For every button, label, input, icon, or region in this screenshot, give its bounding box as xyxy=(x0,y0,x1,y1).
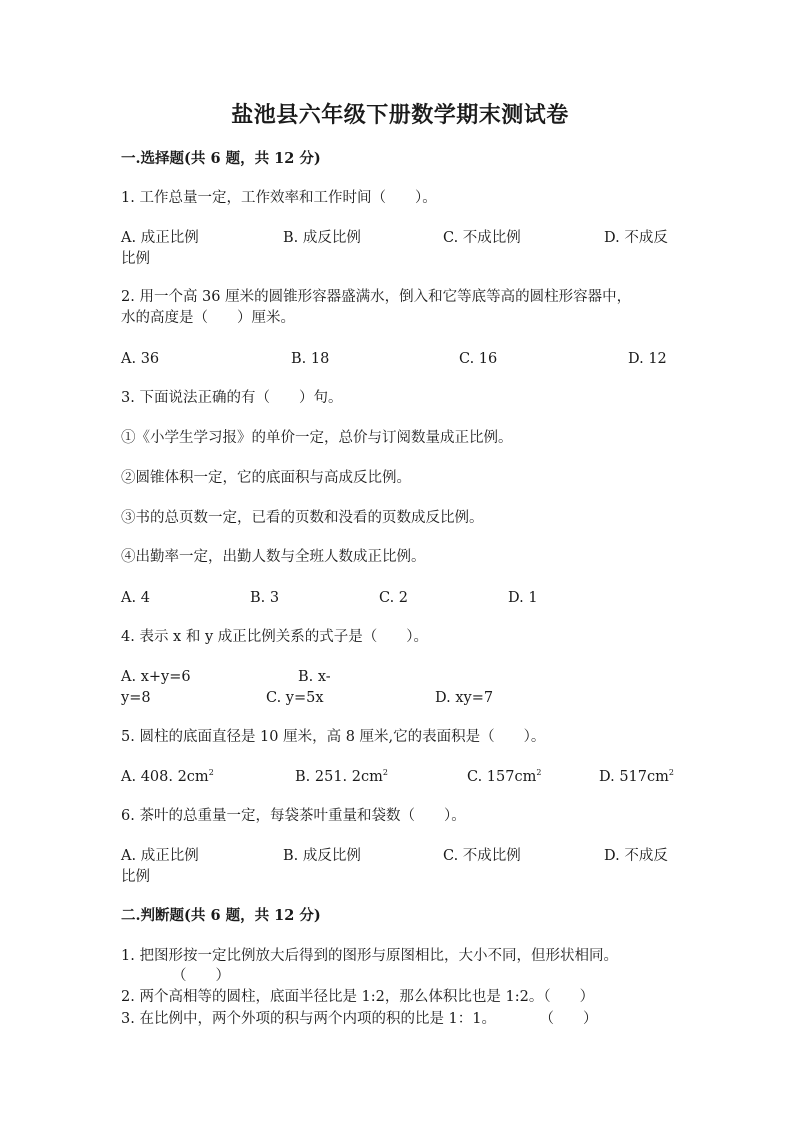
option-d: D. 不成反 xyxy=(604,848,668,864)
option-b: B. x- xyxy=(298,669,331,685)
statement-4: ④出勤率一定，出勤人数与全班人数成正比例。 xyxy=(121,549,426,565)
option-d: D. 1 xyxy=(508,590,538,606)
option-a: A. 成正比例 xyxy=(121,230,199,246)
question-stem-cont: 水的高度是（ ）厘米。 xyxy=(121,310,295,326)
option-c: C. 不成比例 xyxy=(443,848,521,864)
option-c: C. y=5x xyxy=(266,690,324,706)
unit-superscript: 2 xyxy=(668,768,674,778)
statement-1: ①《小学生学习报》的单价一定，总价与订阅数量成正比例。 xyxy=(121,430,513,446)
option-b: B. 18 xyxy=(291,351,330,367)
option-c xyxy=(467,767,541,787)
option-d: D. xy=7 xyxy=(435,690,494,706)
option-d-wrap: 比例 xyxy=(121,251,150,267)
option-d xyxy=(599,767,674,787)
unit-superscript: 2 xyxy=(536,768,542,778)
statement-2: ②圆锥体积一定，它的底面积与高成反比例。 xyxy=(121,470,411,486)
option-a: A. 36 xyxy=(121,351,160,367)
question-stem: 1. 工作总量一定，工作效率和工作时间（ ）。 xyxy=(121,190,437,206)
option-b-text: B. 251. 2cm xyxy=(295,769,383,785)
option-b xyxy=(295,767,388,787)
section-heading-judgement: 二.判断题(共 6 题，共 12 分) xyxy=(121,907,321,924)
option-a xyxy=(121,767,214,787)
judgement-item-3: 3. 在比例中，两个外项的积与两个内项的积的比是 1：1。 （ ） xyxy=(121,1011,598,1027)
option-d: D. 12 xyxy=(628,351,667,367)
question-stem: 2. 用一个高 36 厘米的圆锥形容器盛满水，倒入和它等底等高的圆柱形容器中， xyxy=(121,289,632,305)
option-a: A. 成正比例 xyxy=(121,848,199,864)
unit-superscript: 2 xyxy=(382,768,388,778)
question-stem: 5. 圆柱的底面直径是 10 厘米，高 8 厘米,它的表面积是（ ）。 xyxy=(121,729,546,745)
option-c: C. 16 xyxy=(459,351,498,367)
option-c: C. 不成比例 xyxy=(443,230,521,246)
option-d-text: D. 517cm xyxy=(599,769,669,785)
judgement-item-1: 1. 把图形按一定比例放大后得到的图形与原图相比，大小不同，但形状相同。 xyxy=(121,948,618,964)
option-a: A. x+y=6 xyxy=(121,669,191,685)
question-stem: 3. 下面说法正确的有（ ）句。 xyxy=(121,390,343,406)
answer-bracket: （ ） xyxy=(172,968,230,984)
option-c-text: C. 157cm xyxy=(467,769,537,785)
option-c: C. 2 xyxy=(379,590,409,606)
page-title: 盐池县六年级下册数学期末测试卷 xyxy=(231,102,569,128)
statement-3: ③书的总页数一定，已看的页数和没看的页数成反比例。 xyxy=(121,510,484,526)
option-d-wrap: 比例 xyxy=(121,869,150,885)
option-b-wrap: y=8 xyxy=(121,690,151,706)
option-b: B. 3 xyxy=(250,590,280,606)
option-a: A. 4 xyxy=(121,590,150,606)
unit-superscript: 2 xyxy=(208,768,214,778)
judgement-item-2: 2. 两个高相等的圆柱，底面半径比是 1:2，那么体积比也是 1:2。（ ） xyxy=(121,989,595,1005)
option-b: B. 成反比例 xyxy=(283,230,361,246)
option-a-text: A. 408. 2cm xyxy=(121,769,209,785)
question-stem: 4. 表示 x 和 y 成正比例关系的式子是（ ）。 xyxy=(121,629,428,645)
option-b: B. 成反比例 xyxy=(283,848,361,864)
question-stem: 6. 茶叶的总重量一定，每袋茶叶重量和袋数（ ）。 xyxy=(121,808,466,824)
option-d: D. 不成反 xyxy=(604,230,668,246)
section-heading-choice: 一.选择题(共 6 题，共 12 分) xyxy=(121,150,321,167)
